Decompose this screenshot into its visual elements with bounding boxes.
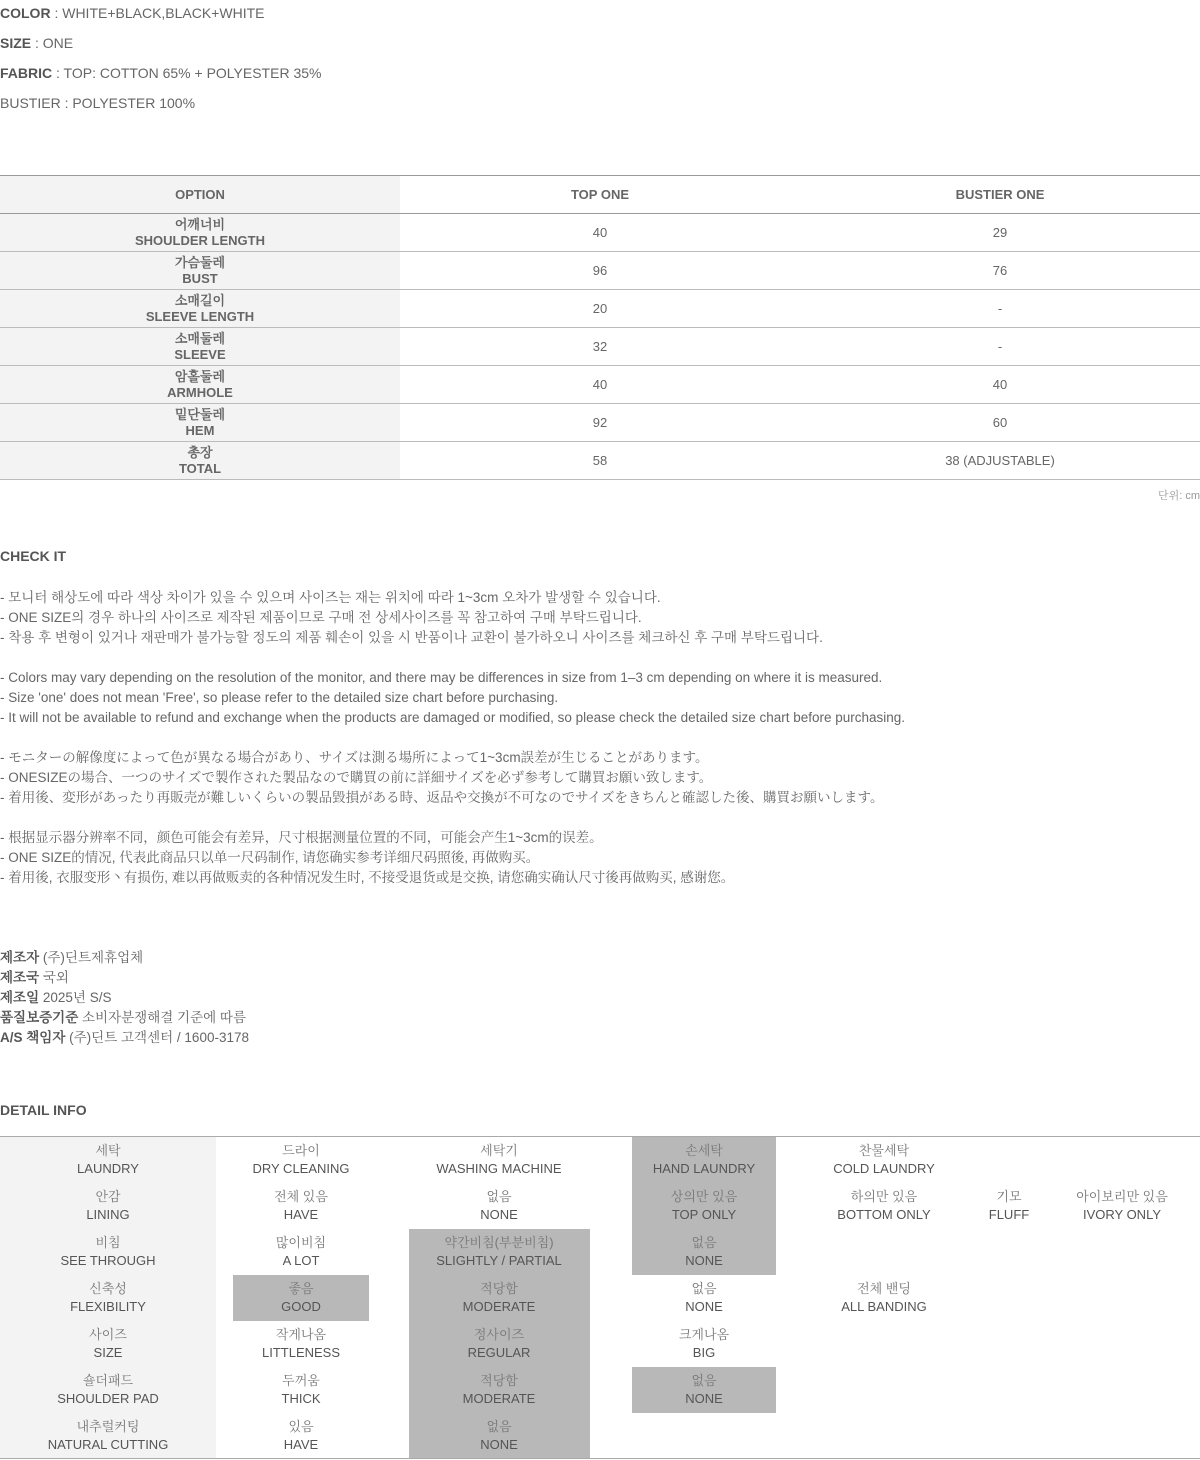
size-bustier-value: - (997, 301, 1003, 316)
size-option-en: BUST (182, 270, 218, 286)
size-option-en: ARMHOLE (167, 384, 233, 400)
size-top-value: 92 (592, 415, 608, 430)
size-table-row (0, 252, 1200, 290)
detail-en: SEE THROUGH (60, 1253, 156, 1268)
size-top-value: 58 (592, 453, 608, 468)
detail-en: NONE (685, 1299, 723, 1314)
size-option-en: HEM (185, 422, 215, 438)
detail-en: NONE (685, 1253, 723, 1268)
detail-option (201, 1275, 401, 1321)
spec-size-label: SIZE (0, 35, 32, 51)
detail-ko: 찬물세탁 (858, 1143, 910, 1158)
detail-ko: 약간비침(부분비침) (444, 1235, 554, 1250)
detail-ko: 없음 (691, 1373, 717, 1388)
detail-en: THICK (281, 1391, 321, 1406)
check-it-line: - It will not be available to refund and exchange when the products are damaged or modified, so please check the detailed size chart before purchasing. (0, 710, 906, 725)
detail-ko: 두꺼움 (282, 1373, 320, 1388)
detail-option (1022, 1183, 1200, 1229)
maker-info-label: 제조자 (0, 950, 40, 965)
detail-ko: 크게나옴 (678, 1327, 730, 1342)
detail-option (201, 1413, 401, 1459)
detail-option (399, 1413, 599, 1459)
maker-info-line (0, 988, 111, 1008)
check-it-title: CHECK IT (0, 548, 67, 564)
check-it-line: - ONE SIZE의 경우 하나의 사이즈로 제작된 제품이므로 구매 전 상세사이즈를 꼭 참고하여 구매 부탁드립니다. (0, 610, 642, 625)
detail-en: NONE (480, 1437, 518, 1452)
detail-en: FLEXIBILITY (70, 1299, 146, 1314)
size-bustier-value: 40 (992, 377, 1008, 392)
check-it-line: - ONESIZEの場合、一つのサイズで製作された製品なので購買の前に詳細サイズを必ず参考して購買お願い致します。 (0, 770, 713, 785)
detail-en: TOP ONLY (671, 1207, 737, 1222)
maker-info-value: (주)딘트 고객센터 / 1600-3178 (65, 1030, 249, 1045)
size-option-ko: 소매길이 (174, 292, 226, 308)
detail-en: HAVE (283, 1437, 319, 1452)
size-option-cell (0, 290, 400, 327)
size-option-cell (0, 442, 400, 479)
size-table-row (0, 442, 1200, 480)
detail-category (8, 1413, 208, 1459)
detail-ko: 전체 있음 (274, 1189, 328, 1204)
check-it-line: - 根据显示器分辨率不同，颜色可能会有差异，尺寸根据测量位置的不同，可能会产生1~3cm的误差。 (0, 830, 603, 845)
size-top-value: 96 (592, 263, 608, 278)
detail-option (399, 1321, 599, 1367)
size-option-cell (0, 328, 400, 365)
detail-ko: 사이즈 (89, 1327, 127, 1342)
size-table-row (0, 366, 1200, 404)
detail-option (201, 1229, 401, 1275)
detail-ko: 세탁 (95, 1143, 121, 1158)
detail-category (8, 1137, 208, 1183)
size-option-cell (0, 404, 400, 441)
size-option-ko: 가슴둘레 (174, 254, 226, 270)
size-option-en: SLEEVE (174, 346, 226, 362)
size-bustier-value: 76 (992, 263, 1008, 278)
detail-en: NONE (480, 1207, 518, 1222)
spec-size (0, 33, 73, 53)
detail-ko: 신축성 (89, 1281, 127, 1296)
maker-info-label: 품질보증기준 (0, 1010, 79, 1025)
maker-info-value: 소비자분쟁해결 기준에 따름 (78, 1010, 246, 1025)
maker-info-line (0, 1008, 246, 1028)
detail-ko: 숄더패드 (82, 1373, 134, 1388)
detail-option (399, 1137, 599, 1183)
detail-ko: 없음 (691, 1281, 717, 1296)
detail-option (201, 1321, 401, 1367)
detail-category (8, 1275, 208, 1321)
detail-en: HAVE (283, 1207, 319, 1222)
detail-ko: 적당함 (480, 1373, 518, 1388)
maker-info-value: 2025년 S/S (39, 990, 112, 1005)
detail-en: WASHING MACHINE (436, 1161, 562, 1176)
detail-option (201, 1183, 401, 1229)
detail-option (784, 1275, 984, 1321)
detail-option (201, 1137, 401, 1183)
detail-option (201, 1367, 401, 1413)
size-option-en: TOTAL (178, 460, 222, 476)
maker-info-value: 국외 (39, 970, 69, 985)
detail-en: LINING (86, 1207, 130, 1222)
size-option-cell (0, 252, 400, 289)
detail-en: MODERATE (462, 1391, 536, 1406)
size-option-ko: 암홀둘레 (174, 368, 226, 384)
detail-en: IVORY ONLY (1082, 1207, 1162, 1222)
detail-option (604, 1183, 804, 1229)
spec-fabric (0, 63, 321, 83)
detail-en: NONE (685, 1391, 723, 1406)
detail-en: HAND LAUNDRY (652, 1161, 756, 1176)
detail-option (604, 1367, 804, 1413)
detail-info-title: DETAIL INFO (0, 1102, 87, 1118)
spec-fabric-value: : TOP: COTTON 65% + POLYESTER 35% (52, 65, 322, 81)
size-table-row (0, 290, 1200, 328)
detail-ko: 내추럴커팅 (76, 1419, 140, 1434)
size-table-row (0, 214, 1200, 252)
detail-ko: 드라이 (282, 1143, 320, 1158)
size-option-cell (0, 366, 400, 403)
size-option-cell (0, 214, 400, 251)
detail-category (8, 1367, 208, 1413)
detail-en: SHOULDER PAD (57, 1391, 159, 1406)
size-top-value: 40 (592, 377, 608, 392)
unit-label: 단위: cm (1157, 490, 1200, 502)
detail-en: REGULAR (467, 1345, 531, 1360)
detail-en: A LOT (282, 1253, 320, 1268)
detail-option (399, 1229, 599, 1275)
check-it-line: - 着用後、変形があったり再販売が難しいくらいの製品毀損がある時、返品や交換が不可なのでサイズをきちんと確認した後、購買お願いします。 (0, 790, 884, 805)
size-option-ko: 밑단둘레 (174, 406, 226, 422)
detail-bottom-divider (0, 1458, 1200, 1459)
header-top-one: TOP ONE (570, 187, 630, 202)
size-bustier-value: 29 (992, 225, 1008, 240)
size-bustier-value: 38 (ADJUSTABLE) (945, 453, 1055, 468)
detail-ko: 작게나옴 (275, 1327, 327, 1342)
detail-ko: 아이보리만 있음 (1076, 1189, 1168, 1204)
detail-en: NATURAL CUTTING (47, 1437, 169, 1452)
detail-option (784, 1137, 984, 1183)
spec-color-value: : WHITE+BLACK,BLACK+WHITE (50, 5, 265, 21)
check-it-line: - Size 'one' does not mean 'Free', so please refer to the detailed size chart before purchasing. (0, 690, 559, 705)
detail-ko: 하의만 있음 (850, 1189, 918, 1204)
size-bustier-value: 60 (992, 415, 1008, 430)
detail-ko: 세탁기 (480, 1143, 518, 1158)
size-option-ko: 총장 (187, 444, 213, 460)
check-it-line: - 모니터 해상도에 따라 색상 차이가 있을 수 있으며 사이즈는 재는 위치에 따라 1~3cm 오차가 발생할 수 있습니다. (0, 590, 661, 605)
detail-en: GOOD (281, 1299, 321, 1314)
detail-option (604, 1321, 804, 1367)
detail-ko: 정사이즈 (473, 1327, 525, 1342)
header-option: OPTION (0, 176, 400, 213)
detail-category (8, 1229, 208, 1275)
size-top-value: 32 (592, 339, 608, 354)
maker-info-value: (주)딘트제휴업체 (39, 950, 144, 965)
detail-ko: 많이비침 (275, 1235, 327, 1250)
size-option-en: SLEEVE LENGTH (145, 308, 255, 324)
detail-ko: 상의만 있음 (670, 1189, 738, 1204)
detail-category (8, 1183, 208, 1229)
detail-en: SIZE (93, 1345, 123, 1360)
size-table-row (0, 404, 1200, 442)
detail-ko: 비침 (95, 1235, 121, 1250)
detail-en: LAUNDRY (77, 1161, 139, 1176)
detail-ko: 없음 (691, 1235, 717, 1250)
detail-en: COLD LAUNDRY (833, 1161, 935, 1176)
detail-en: BIG (692, 1345, 716, 1360)
detail-ko: 좋음 (288, 1281, 314, 1296)
detail-category (8, 1321, 208, 1367)
detail-option (399, 1275, 599, 1321)
detail-option (399, 1367, 599, 1413)
size-table (0, 175, 1200, 480)
detail-en: DRY CLEANING (252, 1161, 350, 1176)
check-it-line: - 着用後, 衣服变形丶有损伤, 难以再做贩卖的各种情况发生时, 不接受退货或是交换, 请您确实确认尺寸後再做购买, 感谢您。 (0, 870, 735, 885)
maker-info-label: 제조일 (0, 990, 40, 1005)
spec-bustier: BUSTIER : POLYESTER 100% (0, 95, 196, 111)
spec-size-value: : ONE (31, 35, 74, 51)
detail-ko: 없음 (486, 1419, 512, 1434)
maker-info-label: A/S 책임자 (0, 1030, 66, 1045)
check-it-line: - Colors may vary depending on the resolution of the monitor, and there may be differences in size from 1–3 cm depending on where it is measured. (0, 670, 883, 685)
detail-ko: 없음 (486, 1189, 512, 1204)
size-bustier-value: - (997, 339, 1003, 354)
size-top-value: 20 (592, 301, 608, 316)
detail-en: FLUFF (988, 1207, 1030, 1222)
detail-en: ALL BANDING (841, 1299, 927, 1314)
size-option-ko: 소매둘레 (174, 330, 226, 346)
detail-ko: 안감 (95, 1189, 121, 1204)
maker-info-label: 제조국 (0, 970, 40, 985)
maker-info-line (0, 948, 143, 968)
size-table-row (0, 328, 1200, 366)
detail-en: SLIGHTLY / PARTIAL (436, 1253, 562, 1268)
detail-option (604, 1229, 804, 1275)
spec-color-label: COLOR (0, 5, 51, 21)
detail-ko: 전체 밴딩 (857, 1281, 911, 1296)
detail-option (604, 1275, 804, 1321)
detail-option (604, 1137, 804, 1183)
detail-en: BOTTOM ONLY (837, 1207, 931, 1222)
header-bustier-one: BUSTIER ONE (955, 187, 1045, 202)
spec-fabric-label: FABRIC (0, 65, 53, 81)
size-top-value: 40 (592, 225, 608, 240)
spec-color (0, 3, 265, 23)
maker-info-line (0, 968, 69, 988)
maker-info-line (0, 1028, 249, 1048)
size-table-header (0, 176, 1200, 214)
detail-ko: 적당함 (480, 1281, 518, 1296)
size-option-en: SHOULDER LENGTH (135, 232, 265, 248)
check-it-line: - モニターの解像度によって色が異なる場合があり、サイズは測る場所によって1~3cm誤差が生じることがあります。 (0, 750, 709, 765)
detail-option (399, 1183, 599, 1229)
check-it-line: - 착용 후 변형이 있거나 재판매가 불가능할 정도의 제품 훼손이 있을 시 반품이나 교환이 불가하오니 사이즈를 체크하신 후 구매 부탁드립니다. (0, 630, 823, 645)
detail-ko: 있음 (288, 1419, 314, 1434)
detail-ko: 기모 (996, 1189, 1022, 1204)
detail-en: LITTLENESS (261, 1345, 341, 1360)
detail-en: MODERATE (462, 1299, 536, 1314)
size-option-ko: 어깨너비 (174, 216, 226, 232)
detail-ko: 손세탁 (685, 1143, 723, 1158)
check-it-line: - ONE SIZE的情况, 代表此商品只以单一尺码制作, 请您确实参考详细尺码照後, 再做购买。 (0, 850, 540, 865)
